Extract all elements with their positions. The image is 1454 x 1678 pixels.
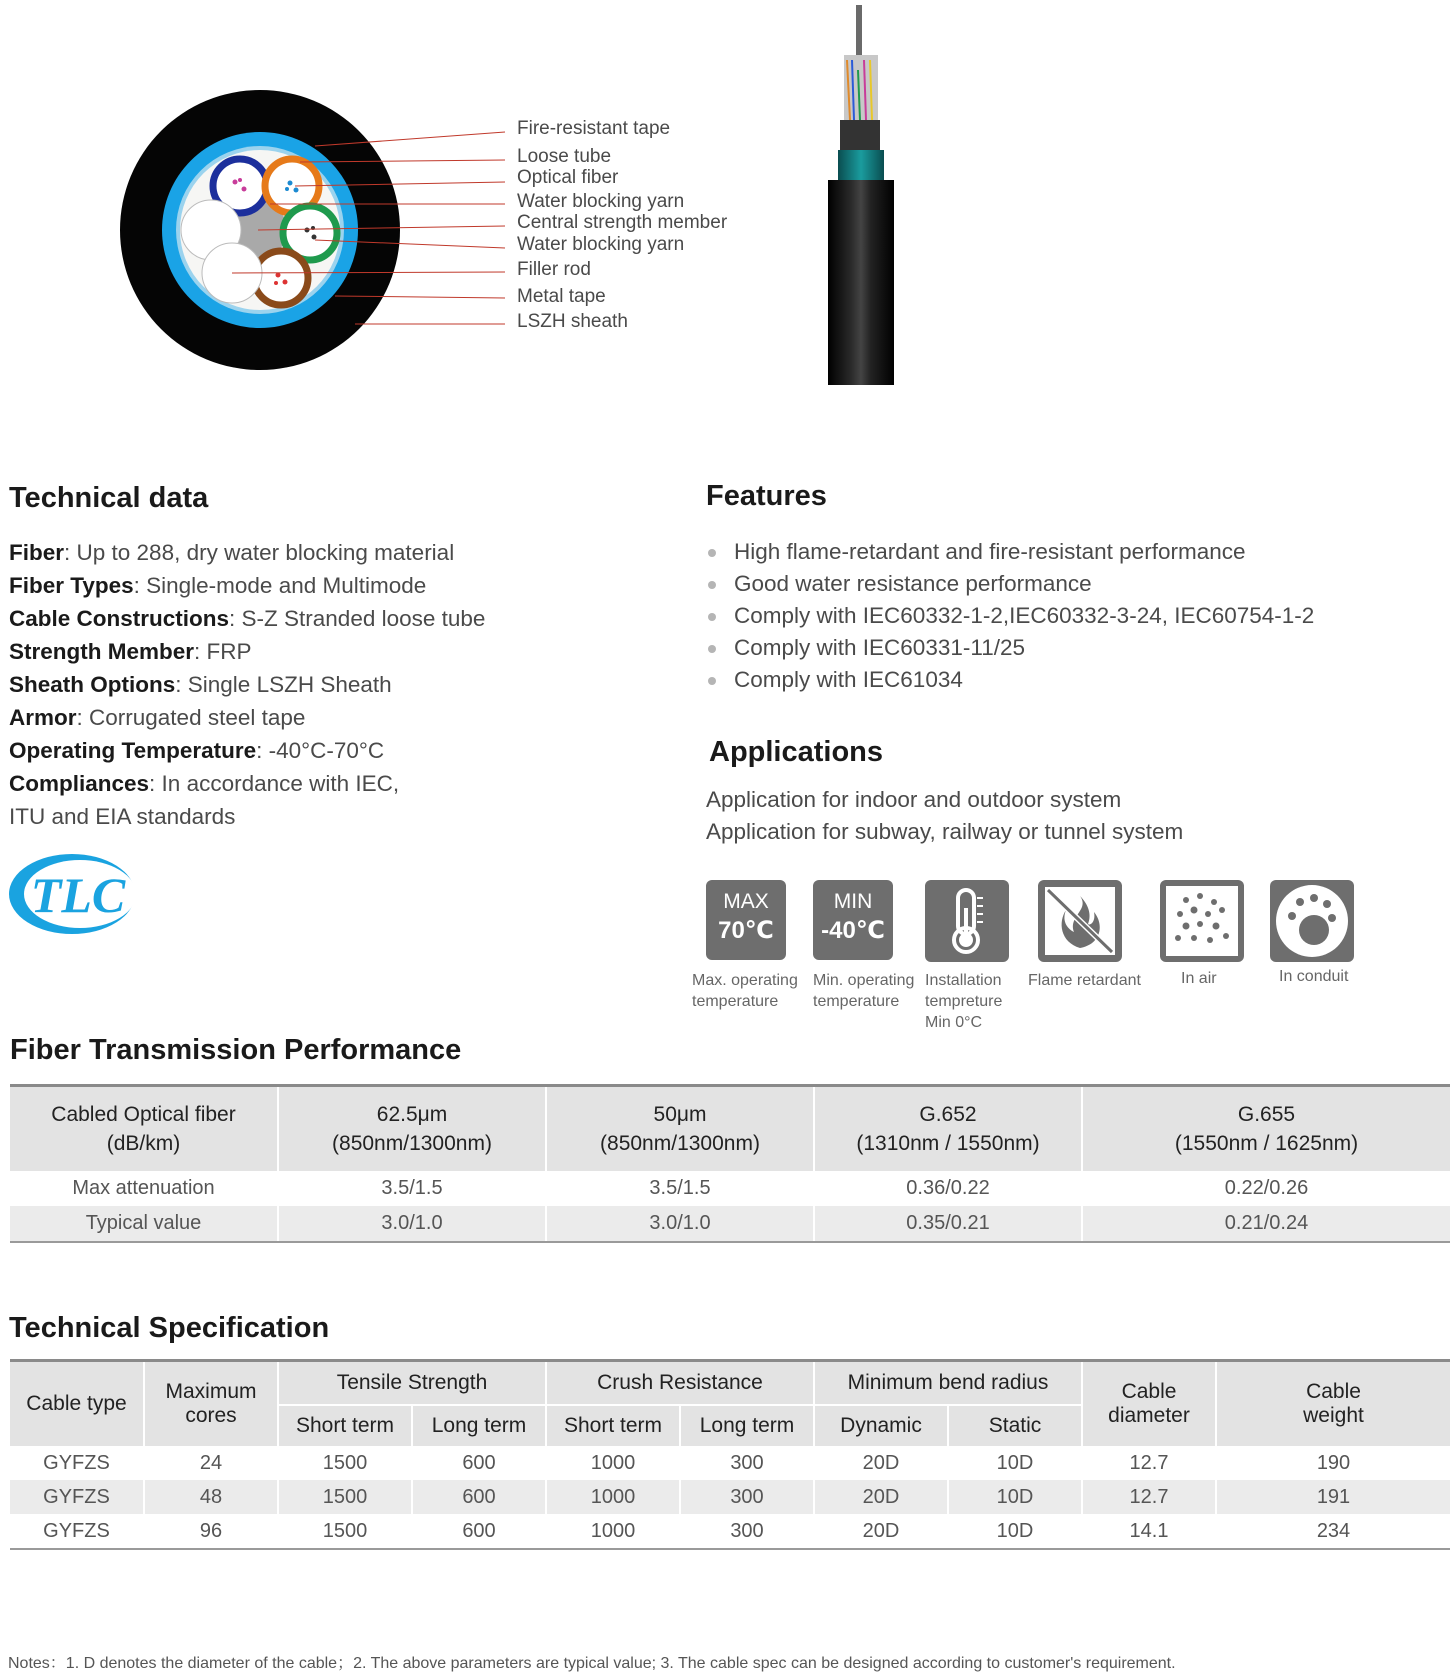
max-value: 70℃	[718, 917, 774, 944]
flame-retardant-icon	[1038, 880, 1122, 962]
table-row: GYFZS 48 1500 600 1000 300 20D 10D 12.7 191	[10, 1480, 1450, 1514]
spec-header-max-cores: Maximum cores	[144, 1361, 278, 1447]
max-temperature-caption: Max. operating temperature	[692, 972, 798, 1010]
table-row: GYFZS 96 1500 600 1000 300 20D 10D 14.1 234	[10, 1514, 1450, 1549]
max-temperature-icon	[706, 880, 786, 960]
table-row: Max attenuation 3.5/1.5 3.5/1.5 0.36/0.22 0.22/0.26	[10, 1171, 1450, 1206]
in-air-caption: In air	[1181, 970, 1217, 987]
technical-spec-table	[10, 1359, 1450, 1550]
perf-header-g655: G.655 (1550nm / 1625nm)	[1082, 1086, 1450, 1172]
applications-title: Applications	[709, 736, 884, 768]
max-label: MAX	[723, 890, 769, 913]
diagram-label-metal-tape: Metal tape	[517, 286, 606, 307]
diagram-label-central-strength-member: Central strength member	[517, 212, 728, 233]
min-temperature-caption: Min. operating temperature	[813, 972, 915, 1010]
diagram-label-optical-fiber: Optical fiber	[517, 167, 619, 188]
diagram-label-lszh-sheath: LSZH sheath	[517, 311, 628, 332]
tech-item-operating-temperature: Operating Temperature: -40°C-70°C	[9, 738, 385, 763]
perf-header-cabled-fiber: Cabled Optical fiber (dB/km)	[10, 1086, 278, 1172]
in-conduit-icon	[1270, 880, 1354, 962]
tech-item-fiber-types: Fiber Types: Single-mode and Multimode	[9, 573, 427, 598]
flame-retardant-caption: Flame retardant	[1028, 972, 1141, 989]
installation-temperature-caption: Installation tempreture Min 0°C	[925, 972, 1003, 1031]
technical-spec-title: Technical Specification	[9, 1312, 330, 1344]
cable-cross-section-diagram	[110, 90, 530, 390]
feature-item: Comply with IEC61034	[706, 664, 1314, 696]
spec-header-tensile-long: Long term	[412, 1405, 546, 1446]
feature-item: Comply with IEC60332-1-2,IEC60332-3-24, IEC60754-1-2	[706, 600, 1314, 632]
fiber-performance-title: Fiber Transmission Performance	[10, 1034, 462, 1066]
tech-item-strength-member: Strength Member: FRP	[9, 639, 252, 664]
table-row: Typical value 3.0/1.0 3.0/1.0 0.35/0.21 0.21/0.24	[10, 1206, 1450, 1242]
tech-item-cable-constructions: Cable Constructions: S-Z Stranded loose tube	[9, 606, 486, 631]
fiber-performance-table	[10, 1084, 1450, 1243]
feature-item: Good water resistance performance	[706, 568, 1314, 600]
in-conduit-caption: In conduit	[1279, 968, 1349, 985]
diagram-label-filler-rod: Filler rod	[517, 259, 591, 280]
min-temperature-icon	[813, 880, 893, 960]
tlc-logo	[8, 848, 138, 940]
in-air-icon	[1160, 880, 1244, 962]
tech-item-compliances-continued: ITU and EIA standards	[9, 804, 236, 829]
diagram-label-water-blocking-yarn: Water blocking yarn	[517, 191, 685, 212]
feature-item: High flame-retardant and fire-resistant performance	[706, 536, 1314, 568]
application-item: Application for subway, railway or tunnel system	[706, 819, 1184, 844]
min-value: -40℃	[821, 917, 885, 944]
technical-data-title: Technical data	[9, 482, 209, 514]
feature-item: Comply with IEC60331-11/25	[706, 632, 1314, 664]
application-item: Application for indoor and outdoor system	[706, 787, 1122, 812]
tech-item-compliances: Compliances: In accordance with IEC,	[9, 771, 400, 796]
features-list	[706, 536, 1314, 696]
features-title: Features	[706, 480, 827, 512]
diagram-label-loose-tube: Loose tube	[517, 146, 612, 167]
spec-header-crush: Crush Resistance	[546, 1361, 814, 1406]
min-label: MIN	[833, 890, 873, 913]
diagram-label-fire-resistant-tape: Fire-resistant tape	[517, 118, 671, 139]
spec-header-tensile-short: Short term	[278, 1405, 412, 1446]
spec-header-crush-short: Short term	[546, 1405, 680, 1446]
table-row: GYFZS 24 1500 600 1000 300 20D 10D 12.7 190	[10, 1446, 1450, 1480]
spec-header-tensile: Tensile Strength	[278, 1361, 546, 1406]
diagram-label-water-blocking-yarn-2: Water blocking yarn	[517, 234, 685, 255]
tech-item-fiber: Fiber: Up to 288, dry water blocking material	[9, 540, 455, 565]
notes-text: Notes：1. D denotes the diameter of the cable；2. The above parameters are typical value; 3. The cable spec can be designed according to customer's requirement.	[8, 1655, 1176, 1672]
perf-header-g652: G.652 (1310nm / 1550nm)	[814, 1086, 1082, 1172]
technical-data-list	[9, 536, 485, 833]
spec-header-weight: Cable weight	[1216, 1361, 1450, 1447]
perf-header-50um: 50μm (850nm/1300nm)	[546, 1086, 814, 1172]
tech-item-armor: Armor: Corrugated steel tape	[9, 705, 306, 730]
tech-item-sheath-options: Sheath Options: Single LSZH Sheath	[9, 672, 392, 697]
perf-header-62-5um: 62.5μm (850nm/1300nm)	[278, 1086, 546, 1172]
spec-header-bend-dynamic: Dynamic	[814, 1405, 948, 1446]
spec-header-cable-type: Cable type	[10, 1361, 144, 1447]
spec-header-crush-long: Long term	[680, 1405, 814, 1446]
spec-header-diameter: Cable diameter	[1082, 1361, 1216, 1447]
cable-side-image	[820, 0, 900, 390]
spec-header-bend-static: Static	[948, 1405, 1082, 1446]
applications-list	[706, 784, 1183, 848]
logo-text: TLC	[30, 867, 126, 923]
thermometer-icon	[925, 880, 1009, 962]
spec-header-bend: Minimum bend radius	[814, 1361, 1082, 1406]
